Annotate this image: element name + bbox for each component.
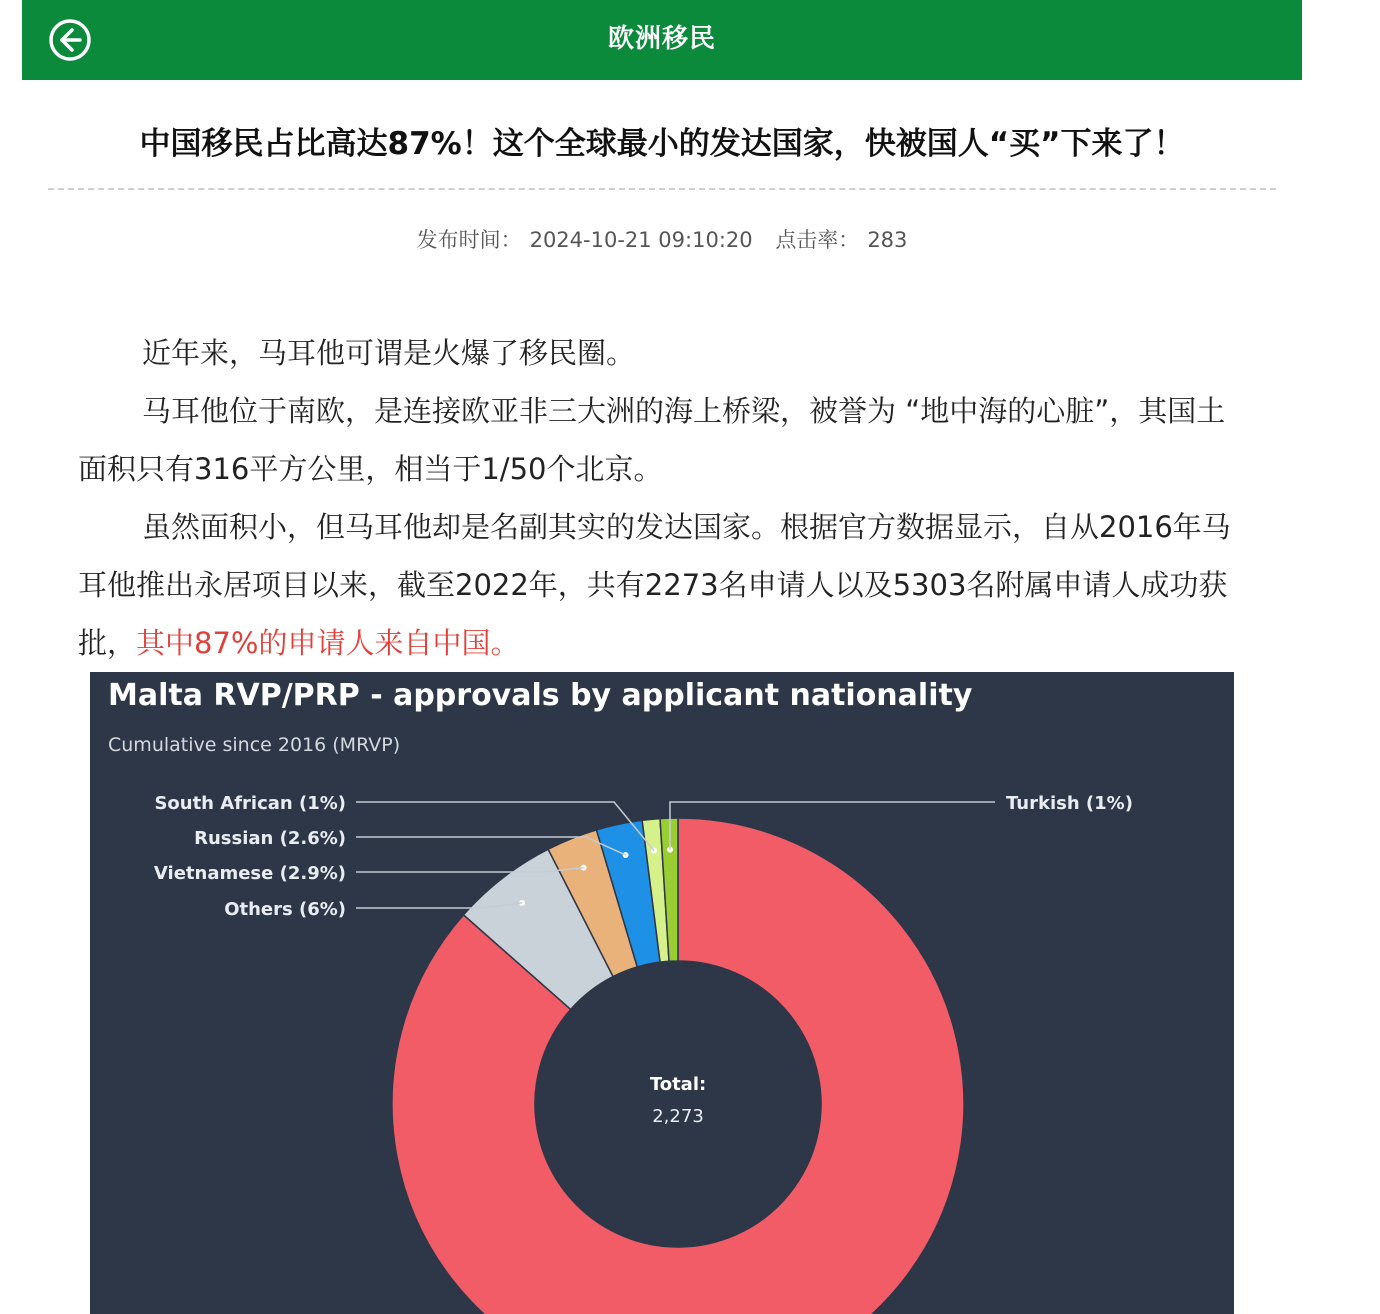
publish-time: 2024-10-21 09:10:20 <box>529 228 753 252</box>
slice-label: Russian (2.6%) <box>194 828 346 849</box>
paragraph-3: 虽然面积小，但马耳他却是名副其实的发达国家。根据官方数据显示，自从2016年马耳他推出永居项目以来，截至2022年，共有2273名申请人以及5303名附属申请人成功获批，其中87%的申请人来自中国。 <box>78 510 1231 660</box>
paragraph-1: 近年来，马耳他可谓是火爆了移民圈。 <box>142 336 636 370</box>
click-count: 283 <box>867 228 908 252</box>
back-arrow-icon[interactable] <box>48 18 92 62</box>
center-label: Total: <box>649 1074 707 1095</box>
top-bar <box>22 0 1302 80</box>
article-body <box>78 324 1238 672</box>
article-title: 中国移民占比高达87%！这个全球最小的发达国家，快被国人“买”下来了！ <box>139 126 1185 162</box>
publish-label: 发布时间： 2024-10-21 09:10:20 <box>416 228 753 252</box>
chart-image <box>90 672 1234 1314</box>
slice-label: Others (6%) <box>224 899 346 920</box>
chart-title: Malta RVP/PRP - approvals by applicant nationality <box>108 678 973 713</box>
label-dot <box>623 852 629 858</box>
highlight-text: 其中87%的申请人来自中国。 <box>136 626 520 660</box>
slice-label: Vietnamese (2.9%) <box>153 863 346 884</box>
title-divider <box>48 188 1276 190</box>
slice-label: Turkish (1%) <box>1006 793 1133 814</box>
slice-label: South African (1%) <box>154 793 346 814</box>
donut-chart <box>90 672 1234 1314</box>
article-meta <box>48 224 1276 254</box>
paragraph-2: 马耳他位于南欧，是连接欧亚非三大洲的海上桥梁，被誉为 “地中海的心脏”，其国土面积只有316平方公里，相当于1/50个北京。 <box>78 394 1226 486</box>
chart-subtitle: Cumulative since 2016 (MRVP) <box>108 734 401 756</box>
clicks-label: 点击率： 283 <box>775 228 908 252</box>
header-title: 欧洲移民 <box>607 24 716 54</box>
center-value: 2,273 <box>652 1106 704 1127</box>
